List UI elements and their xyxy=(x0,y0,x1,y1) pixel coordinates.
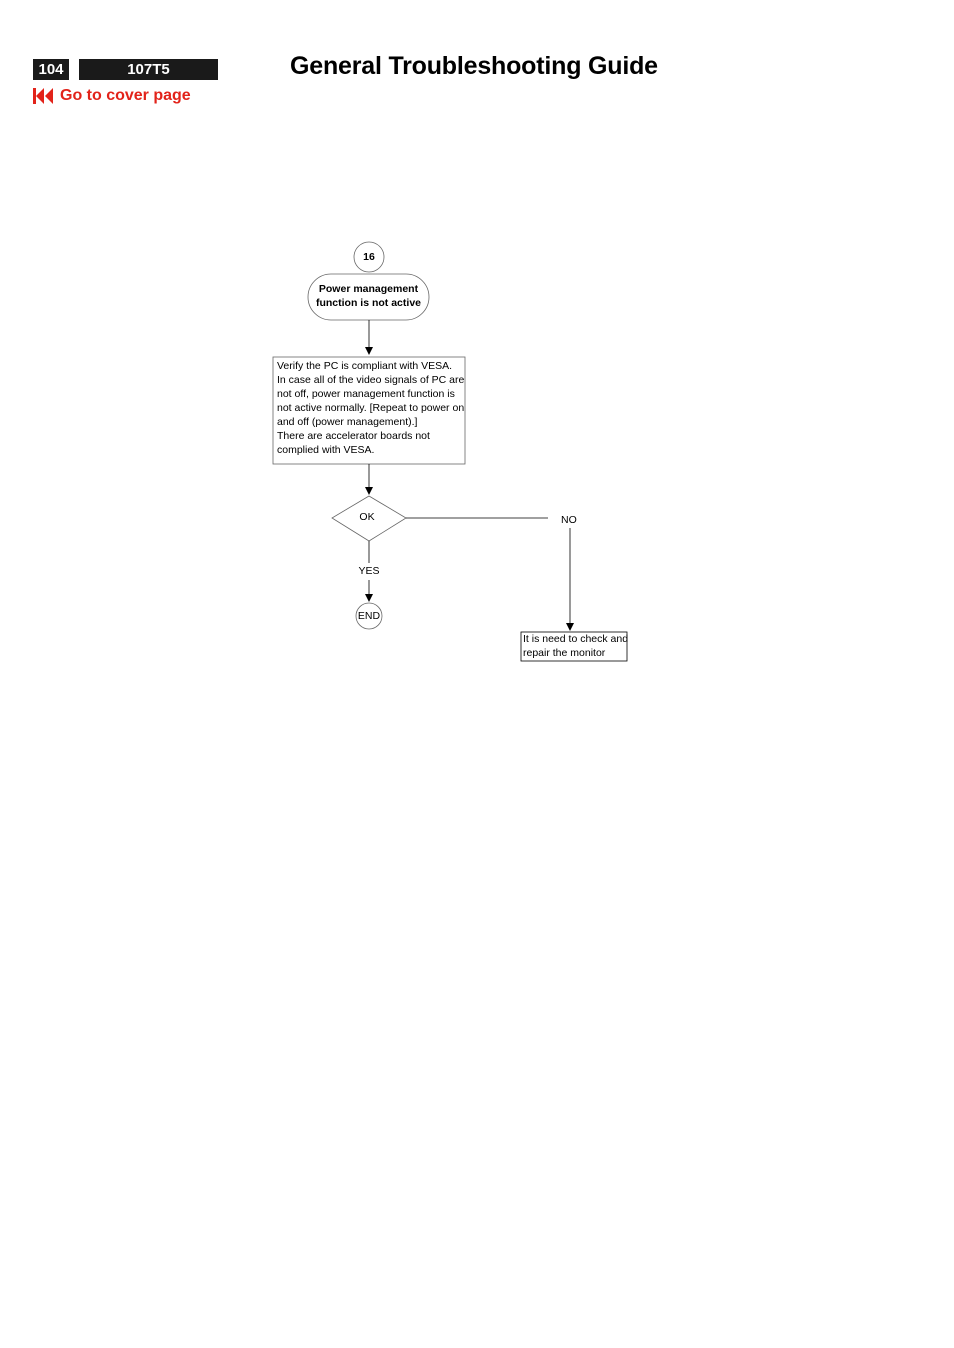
decision-label: OK xyxy=(359,511,375,523)
process-line: complied with VESA. xyxy=(277,444,375,456)
end-label: END xyxy=(357,610,381,622)
process-line: not active normally. [Repeat to power on xyxy=(277,402,465,414)
connector-label: 16 xyxy=(363,251,375,263)
start-label-line-2: function is not active xyxy=(315,297,421,309)
repair-line-1: It is need to check and xyxy=(523,633,629,645)
repair-line-2: repair the monitor xyxy=(523,647,606,659)
model-badge: 107T5 xyxy=(79,59,218,80)
process-text xyxy=(277,359,465,457)
process-line: Verify the PC is compliant with VESA. xyxy=(277,360,453,372)
process-line: There are accelerator boards not xyxy=(277,430,430,442)
process-line: and off (power management).] xyxy=(277,416,418,428)
repair-text xyxy=(523,632,627,660)
no-label: NO xyxy=(561,514,577,526)
yes-label: YES xyxy=(358,565,380,577)
process-line: In case all of the video signals of PC are xyxy=(277,374,465,386)
page-number-badge: 104 xyxy=(33,59,69,80)
page-title: General Troubleshooting Guide xyxy=(290,52,658,80)
start-label xyxy=(308,282,429,310)
start-label-line-1: Power management xyxy=(318,283,419,295)
go-to-cover-label: Go to cover page xyxy=(60,87,191,104)
process-line: not off, power management function is xyxy=(277,388,455,400)
